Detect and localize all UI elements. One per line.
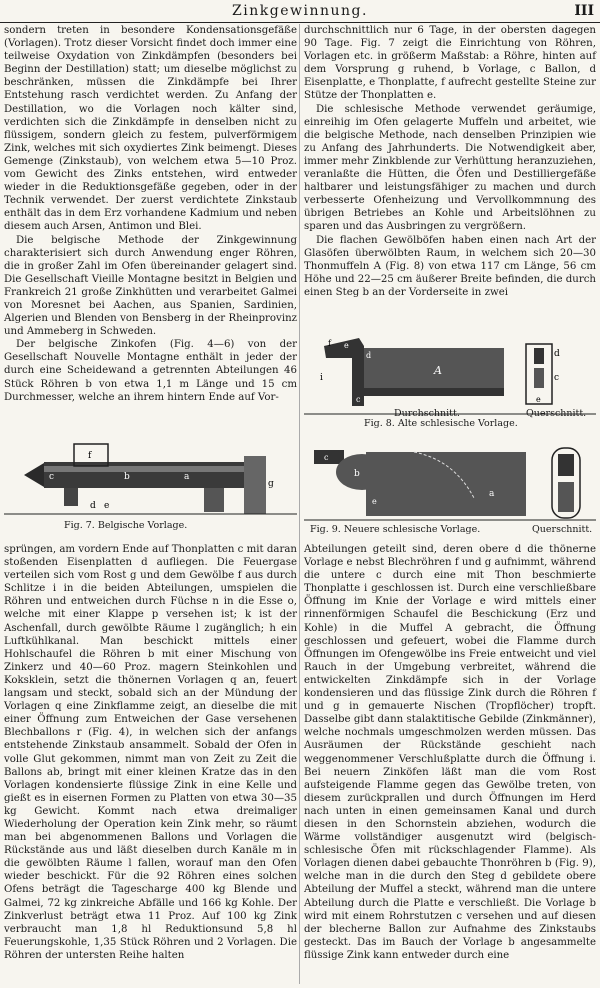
page-number: III bbox=[574, 3, 594, 19]
figure-8-drawing bbox=[304, 336, 596, 418]
figure-9-drawing bbox=[304, 440, 596, 522]
fig8-label: d bbox=[554, 349, 560, 359]
fig7-label: a bbox=[184, 472, 190, 482]
paragraph: Die flachen Gewölböfen haben einen nach Art der Glasöfen überwölbten Raum, in welchem sich 20—30 Thonmuffeln A (Fig. 8) von etwa 117 cm Länge, 56 cm Höhe und 22—25 cm äußerer Breite befinden, die durch einen Steg b an der Vorderseite in zwei bbox=[304, 234, 596, 298]
paragraph: Die belgische Methode der Zinkgewinnung charakterisiert sich durch Anwendung enger Röhren, die in großer Zahl im Ofen übereinander gelagert sind. Die Gesellschaft Vieille Montagne besitzt in Belgien und Frankreich 21 große Zinkhütten und verarbeitet Galmei von Moresnet bei Aachen, aus Spanien, Sardinien, Algerien und Blenden von Bensberg in der Rheinprovinz und Ammeberg in Schweden. bbox=[4, 234, 297, 338]
fig9-label: e bbox=[372, 497, 377, 506]
paragraph: durchschnittlich nur 6 Tage, in der obersten dagegen 90 Tage. Fig. 7 zeigt die Einrichtung von Röhren, Vorlagen etc. in größerm Maßstab: a Röhre, hinten auf dem Vorsprung g ruhend, b Vorlage, c Ballon, d Eisenplatte, e Thonplatte, f aufrecht gestellte Steine zur Stütze der Thonplatten e. bbox=[304, 25, 596, 102]
fig8-label: e bbox=[344, 341, 349, 350]
column-1-top bbox=[4, 24, 297, 404]
figure-9-caption: Fig. 9. Neuere schlesische Vorlage. bbox=[310, 524, 481, 535]
fig8-label: c bbox=[554, 373, 560, 383]
figure-9-right-label: Querschnitt. bbox=[532, 524, 593, 535]
paragraph: sprüngen, am vordern Ende auf Thonplatten c mit daran stoßenden Eisenplatten d aufliegen. Die Feuergase verteilen sich vom Rost g und dem Gewölbe f aus durch Schlitze i in die beiden Abteilungen, umspielen die Röhren und entweichen durch Füchse n in die Esse o, welche mit einer Klappe p versehen ist; k ist der Aschenfall, durch gewölbte Räume l zugänglich; h ein Luftkühlkanal. Man beschickt mittels einer Hohlschaufel die Röhren b mit einer Mischung von Zinkerz und 40—60 Proz. magern Steinkohlen und Koksklein, setzt die thönernen Vorlagen q an, feuert langsam und steckt, sobald sich an der Mündung der Vorlagen q eine Zinkflamme zeigt, an dieselbe die mit einer Öffnung zum Entweichen der Gase versehenen Blechballons r (Fig. 4), in welchen sich der anfangs entstehende Zinkstaub ansammelt. Sobald der Ofen in volle Glut gekommen, nimmt man von Zeit zu Zeit die Ballons ab, bringt mit einer kleinen Kratze das in den Vorlagen kondensierte flüssige Zink in eine Kelle und gießt es in eisernen Formen zu Platten von etwa 30—35 kg Gewicht. Kommt nach etwa dreimaliger Wiederholung der Operation kein Zink mehr, so räumt man bei abgenommenen Ballons und Vorlagen die Rückstände aus und läßt dieselben durch Kanäle m in die gewölbten Räume l fallen, worauf man den Ofen wieder beschickt. Für die 92 Röhren eines solchen Ofens beträgt die Tagescharge 400 kg Blende und Galmei, 72 kg zinkreiche Abfälle und 166 kg Kohle. Der Zinkverlust beträgt etwa 11 Proz. Auf 100 kg Zink verbraucht man 1,8 hl Reduktionsund 5,8 hl Feuerungskohle, 1,35 Stück Röhren und 2 Vorlagen. Die Röhren der untersten Reihe halten bbox=[4, 544, 297, 961]
figure-7 bbox=[4, 436, 297, 536]
fig7-label: g bbox=[268, 479, 274, 489]
fig8-label: f bbox=[328, 339, 331, 348]
fig7-label: f bbox=[88, 451, 92, 461]
figure-7-caption: Fig. 7. Belgische Vorlage. bbox=[64, 520, 188, 531]
column-2-bottom bbox=[304, 543, 596, 962]
fig8-label: d bbox=[366, 351, 372, 360]
figure-8-right-label: Querschnitt. bbox=[526, 408, 587, 419]
paragraph: Abteilungen geteilt sind, deren obere d die thönerne Vorlage e nebst Blechröhren f und g aufnimmt, während die untere c durch eine mit Thon beschmierte Thonplatte i geschlossen ist. Durch eine verschließbare Öffnung im Knie der Vorlage e wird mittels einer rinnenförmigen Schaufel die Beschickung (Erz und Kohle) in die Muffel A gebracht, die Öffnung geschlossen und gefeuert, wobei die Flamme durch Öffnungen im Ofengewölbe ins Freie entweicht und viel Rauch in der Umgebung verbreitet, während die entwickelten Zinkdämpfe sich in der Vorlage kondensieren und das flüssige Zink durch die Röhren f und g in gemauerte Nischen (Tropflöcher) tropft. Dasselbe gibt dann stalaktitische Gebilde (Zinkmänner), welche nochmals umgeschmolzen werden müssen. Das Ausräumen der Rückstände geschieht nach weggenommener Verschlußplatte durch die Öffnung i. Bei neuern Zinköfen läßt man die vom Rost aufsteigende Flamme gegen das Gewölbe treten, von diesem zurückprallen und durch Öffnungen im Herd nach unten in einen gemeinsamen Kanal und durch diesen in den Schornstein abziehen, wodurch die Wärme vollständiger ausgenutzt wird (belgisch-schlesische Öfen mit rückschlagender Flamme). Als Vorlagen dienen dabei gebauchte Thonröhren b (Fig. 9), welche man in die durch den Steg d gebildete obere Abteilung der Muffel a steckt, während man die untere Abteilung durch die Platte e verschließt. Die Vorlage b wird mit einem Rohrstutzen c versehen und auf diesen der blecherne Ballon zur Aufnahme des Zinkstaubs gesteckt. Das im Bauch der Vorlage b angesammelte flüssige Zink kann entweder durch eine bbox=[304, 544, 596, 961]
column-2-top bbox=[304, 24, 596, 299]
figure-8-caption: Fig. 8. Alte schlesische Vorlage. bbox=[364, 418, 518, 429]
fig8-label: i bbox=[320, 373, 323, 383]
figure-9 bbox=[304, 440, 596, 540]
fig7-label: d bbox=[90, 501, 96, 511]
fig7-label: c bbox=[49, 472, 55, 482]
fig9-label: a bbox=[489, 489, 495, 499]
paragraph: Die schlesische Methode verwendet geräumige, einreihig im Ofen gelagerte Muffeln und arbeitet, wie die belgische Methode, nach denselben Prinzipien wie zu Anfang des Jahrhunderts. Die Notwendigkeit aber, immer mehr Zinkblende zur Verhüttung heranzuziehen, veranlaßte die Hütten, die Öfen und Destilliergefäße haltbarer und leistungsfähiger zu machen und durch verbesserte Ofenheizung und Vervollkommnung des übrigen Betriebes an Kohle und Arbeitslöhnen zu sparen und das Ausbringen zu vergrößern. bbox=[304, 103, 596, 233]
fig7-label: b bbox=[124, 472, 130, 482]
column-1-bottom bbox=[4, 543, 297, 962]
figure-8 bbox=[304, 336, 596, 436]
figure-8-left-label: Durchschnitt. bbox=[394, 408, 460, 419]
figure-7-drawing bbox=[4, 436, 297, 518]
fig8-label: e bbox=[536, 395, 541, 404]
fig9-label: c bbox=[324, 453, 329, 462]
column-divider bbox=[299, 24, 300, 984]
page-header bbox=[0, 0, 600, 23]
fig8-label: c bbox=[356, 395, 361, 404]
paragraph: Der belgische Zinkofen (Fig. 4—6) von der Gesellschaft Nouvelle Montagne enthält in jeder der durch eine Scheidewand a getrennten Abteilungen 46 Stück Röhren b von etwa 1,1 m Länge und 15 cm Durchmesser, welche an ihrem hintern Ende auf Vor- bbox=[4, 339, 297, 403]
paragraph: sondern treten in besondere Kondensationsgefäße (Vorlagen). Trotz dieser Vorsicht findet doch immer eine teilweise Oxydation von Zinkdämpfen (besonders bei Beginn der Destillation) statt; um dieselbe möglichst zu beschränken, müssen die Zinkdämpfe bei Ihrer Entstehung rasch verdichtet werden. Zu Anfang der Destillation, wo die Vorlagen noch kälter sind, verdichten sich die Zinkdämpfe in denselben nicht zu flüssigem, sondern gleich zu festem, pulverförmigem Zink, welches mit sich oxydiertes Zink beimengt. Dieses Gemenge (Zinkstaub), von welchem etwa 5—10 Proz. vom Gewicht des Zinks entstehen, wird entweder wieder in die Reduktionsgefäße gegeben, oder in der Technik verwendet. Der zuerst verdichtete Zinkstaub enthält das in dem Erz vorhandene Kadmium und neben diesem auch Arsen, Antimon und Blei. bbox=[4, 25, 297, 233]
fig7-label: e bbox=[104, 501, 110, 511]
fig8-label: A bbox=[434, 364, 442, 377]
fig9-label: b bbox=[354, 469, 360, 479]
page-title: Zinkgewinnung. bbox=[232, 3, 368, 19]
